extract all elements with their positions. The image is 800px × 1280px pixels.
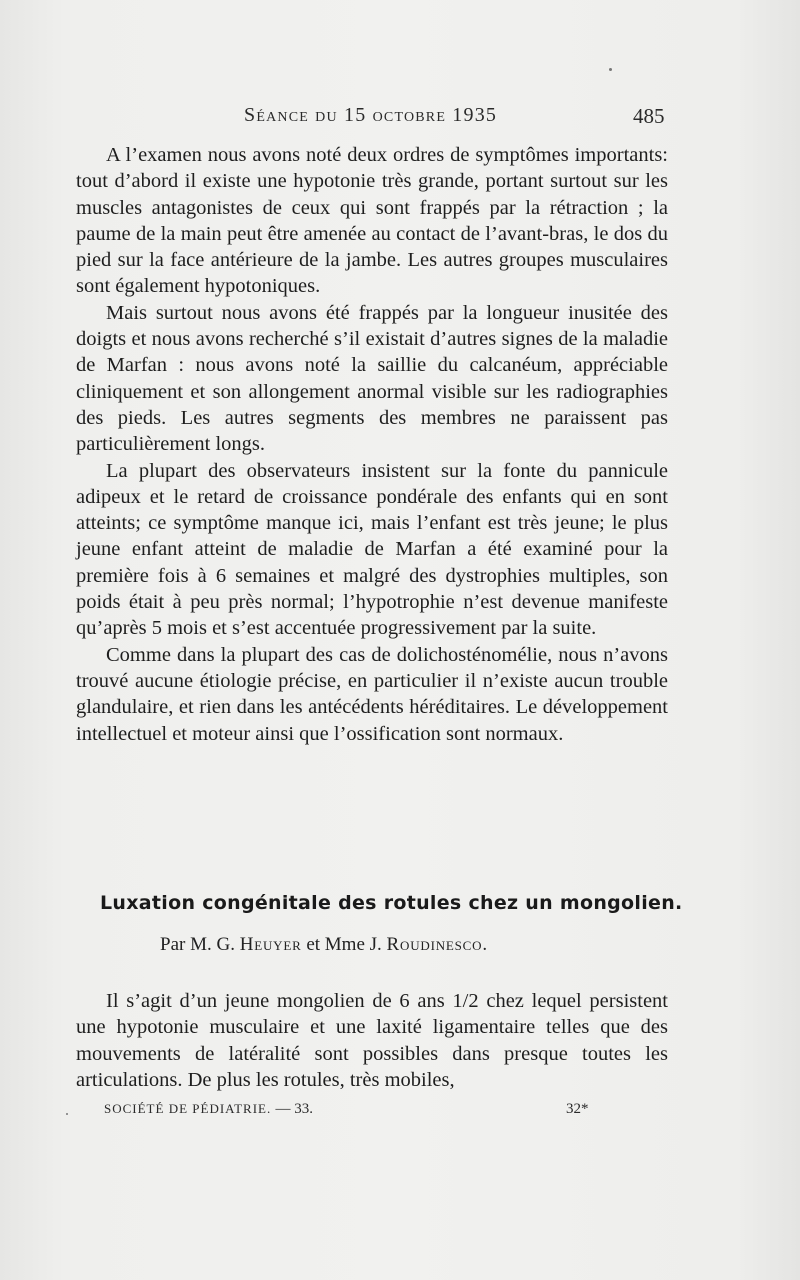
paragraph: Mais surtout nous avons été frappés par la longueur inusitée des doigts et nous avons recherché s’il existait d’autres signes de la maladie de Marfan : nous avons noté la saillie du calcanéum, appréciable cliniquement et son allongement anormal visible sur les radiographies des pieds. Les autres segments des membres ne paraissent pas particulièrement longs. — [76, 301, 668, 456]
journal-name: SOCIÉTÉ DE PÉDIATRIE. — [104, 1101, 272, 1116]
signature-mark: 32* — [566, 1101, 589, 1117]
running-header — [0, 104, 800, 134]
paragraph: A l’examen nous avons noté deux ordres de symptômes importants: tout d’abord il existe une hypotonie très grande, portant surtout sur les muscles antagonistes de ceux qui sont frappés par la rétraction ; la paume de la main peut être amenée au contact de l’avant-bras, le dos du pied sur la face antérieure de la jambe. Les autres groupes musculaires sont également hypotoniques. — [76, 144, 668, 298]
article-title: Luxation congénitale des rotules chez un mongolien. — [100, 892, 683, 914]
sheet-number: — 33. — [275, 1101, 313, 1117]
scan-speck — [66, 1113, 68, 1115]
page-number: 485 — [633, 104, 665, 128]
byline — [160, 934, 488, 956]
author-name: Roudinesco. — [386, 934, 488, 955]
byline-middle: et Mme J. — [306, 934, 382, 955]
article-body — [76, 988, 668, 1093]
running-title: Séance du 15 octobre 1935 — [244, 104, 498, 126]
body-text — [76, 142, 668, 747]
byline-prefix: Par M. G. — [160, 934, 235, 955]
footer-journal — [104, 1101, 313, 1118]
scan-speck — [609, 68, 612, 71]
paragraph: Il s’agit d’un jeune mongolien de 6 ans 1/2 chez lequel persistent une hypotonie musculaire et une laxité ligamentaire telles que des mouvements de latéralité sont possibles dans presque toutes les articulations. De plus les rotules, très mobiles, — [76, 990, 668, 1091]
paragraph: Comme dans la plupart des cas de dolichosténomélie, nous n’avons trouvé aucune étiologie précise, en particulier il n’existe aucun trouble glandulaire, et rien dans les antécédents héréditaires. Le développement intellectuel et moteur ainsi que l’ossification sont normaux. — [76, 643, 668, 745]
author-name: Heuyer — [239, 934, 302, 955]
paragraph: La plupart des observateurs insistent sur la fonte du pannicule adipeux et le retard de croissance pondérale des enfants qui en sont atteints; ce symptôme manque ici, mais l’enfant est très jeune; le plus jeune enfant atteint de maladie de Marfan a été examiné pour la première fois à 6 semaines et malgré des dystrophies multiples, son poids était à peu près normal; l’hypotrophie n’est devenue manifeste qu’après 5 mois et s’est accentuée progressivement par la suite. — [76, 459, 668, 640]
